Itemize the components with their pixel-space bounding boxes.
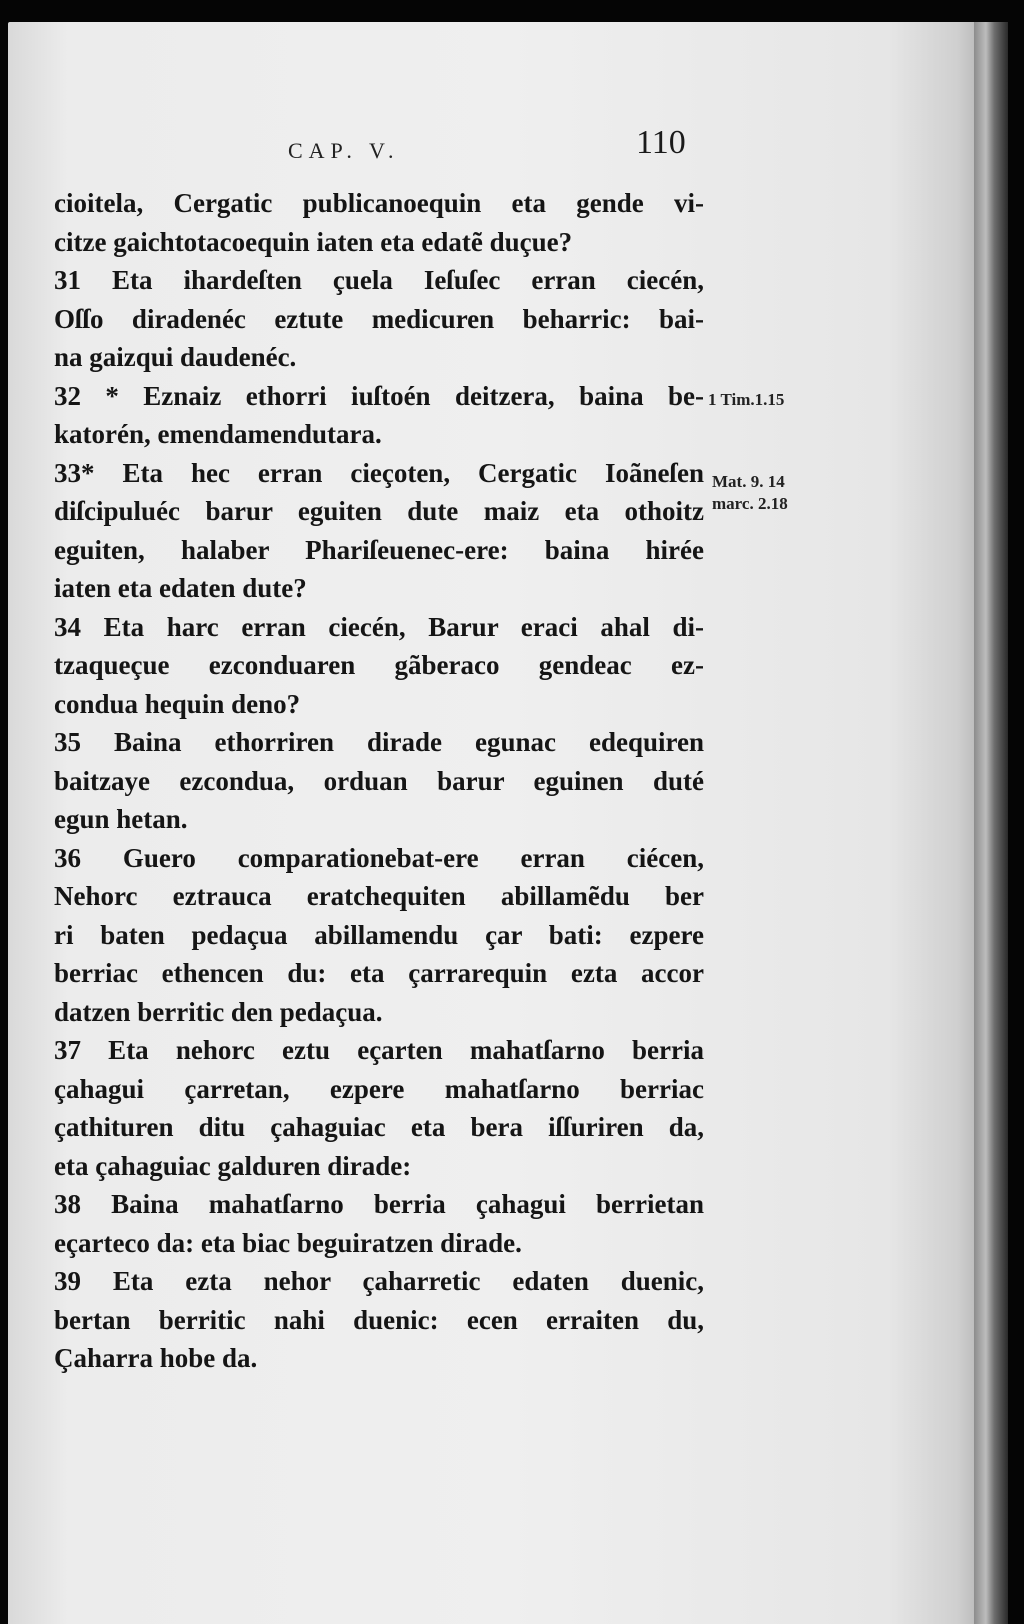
text-line: 34 Eta harc erran ciecén, Barur eraci ahal di- bbox=[54, 611, 704, 642]
text-line: 37 Eta nehorc eztu eçarten mahatſarno berria bbox=[54, 1035, 704, 1065]
text-line: 32 * Eznaiz ethorri iuſtoén deitzera, baina be- bbox=[54, 380, 704, 411]
text-line: katorén, emendamendutara. bbox=[54, 419, 382, 449]
body-text bbox=[54, 184, 704, 1378]
text-line: eta çahaguiac galduren dirade: bbox=[54, 1150, 412, 1181]
margin-reference: Mat. 9. 14 bbox=[712, 472, 785, 491]
text-line: Çaharra hobe da. bbox=[54, 1343, 258, 1373]
text-line: Nehorc eztrauca eratchequiten abillamẽdu ber bbox=[54, 881, 704, 911]
text-line: 31 Eta ihardeſten çuela Ieſuſec erran ciecén, bbox=[54, 265, 704, 295]
text-line: 35 Baina ethorriren dirade egunac edequiren bbox=[54, 727, 704, 757]
text-line: çahagui çarretan, ezpere mahatſarno berriac bbox=[54, 1073, 704, 1104]
text-line: çathituren ditu çahaguiac eta bera iſſuriren da, bbox=[54, 1112, 704, 1142]
margin-reference: marc. 2.18 bbox=[712, 494, 788, 513]
running-head bbox=[8, 124, 1008, 174]
text-line: 33* Eta hec erran cieçoten, Cergatic Ioãneſen bbox=[54, 457, 704, 488]
text-line: ri baten pedaçua abillamendu çar bati: ezpere bbox=[54, 919, 704, 950]
text-line: egun hetan. bbox=[54, 804, 188, 834]
chapter-heading: CAP. V. bbox=[288, 138, 400, 163]
text-line: 36 Guero comparationebat-ere erran ciécen, bbox=[54, 842, 704, 873]
text-line: eçarteco da: eta biac beguiratzen dirade. bbox=[54, 1227, 522, 1258]
text-line: citze gaichtotacoequin iaten eta edatẽ duçue? bbox=[54, 226, 573, 257]
text-line: berriac ethencen du: eta çarrarequin ezta accor bbox=[54, 958, 704, 988]
book-spine-edge bbox=[974, 22, 1008, 1624]
text-line: na gaizqui daudenéc. bbox=[54, 342, 297, 372]
text-line: bertan berritic nahi duenic: ecen erraiten du, bbox=[54, 1304, 704, 1335]
text-line: diſcipuluéc barur eguiten dute maiz eta othoitz bbox=[54, 496, 704, 526]
page-number: 110 bbox=[636, 124, 686, 161]
text-line: Oſſo diradenéc eztute medicuren beharric: bai- bbox=[54, 303, 704, 334]
text-line: tzaqueçue ezconduaren gãberaco gendeac ez- bbox=[54, 650, 704, 680]
text-line: datzen berritic den pedaçua. bbox=[54, 996, 383, 1027]
text-line: 38 Baina mahatſarno berria çahagui berrietan bbox=[54, 1189, 704, 1219]
margin-reference: 1 Tim.1.15 bbox=[708, 390, 785, 409]
text-line: condua hequin deno? bbox=[54, 688, 301, 719]
text-line: cioitela, Cergatic publicanoequin eta gende vi- bbox=[54, 188, 704, 218]
text-line: baitzaye ezcondua, orduan barur eguinen duté bbox=[54, 765, 704, 796]
book-page bbox=[8, 22, 1008, 1624]
text-line: iaten eta edaten dute? bbox=[54, 573, 307, 603]
text-line: 39 Eta ezta nehor çaharretic edaten duenic, bbox=[54, 1266, 704, 1296]
text-line: eguiten, halaber Phariſeuenec-ere: baina hirée bbox=[54, 534, 704, 565]
